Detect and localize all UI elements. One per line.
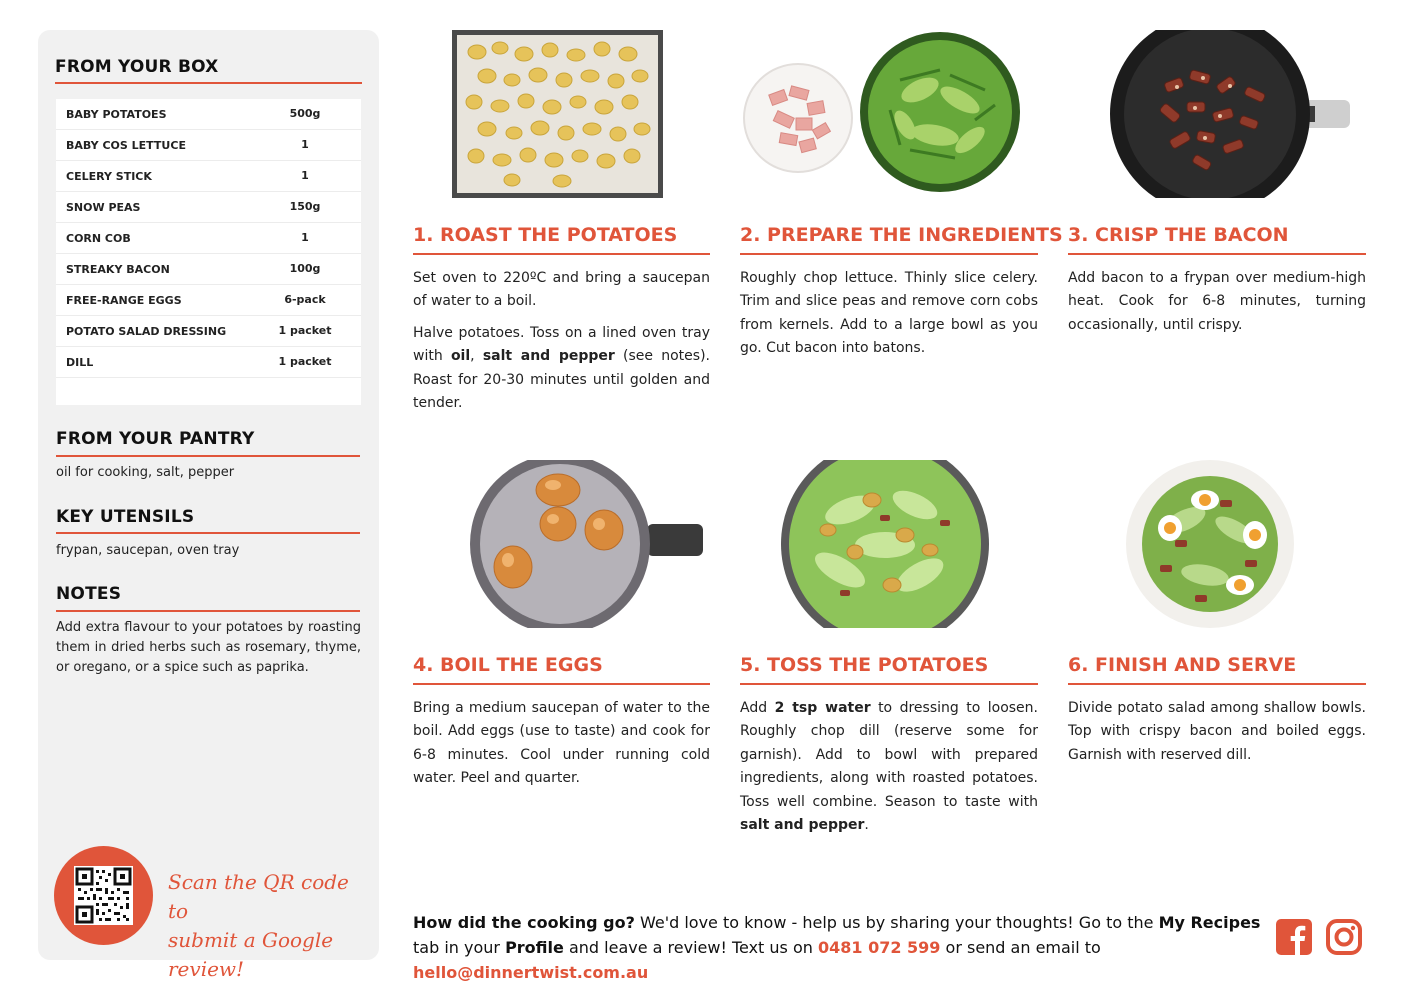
- from-your-pantry-title: FROM YOUR PANTRY: [56, 429, 255, 449]
- step-5-text: [740, 697, 1038, 837]
- divider: [1068, 253, 1366, 255]
- text: (see notes). Roast for 20-30 minutes until golden and tender.: [413, 348, 710, 412]
- ingredient-name: DILL: [66, 356, 94, 369]
- step-3-text: Add bacon to a frypan over medium-high heat. Cook for 6-8 minutes, turning occasionally, until crispy.: [1068, 270, 1366, 333]
- instagram-icon[interactable]: [1326, 919, 1362, 959]
- ingredient-name: POTATO SALAD DRESSING: [66, 325, 227, 338]
- ingredient-name: FREE-RANGE EGGS: [66, 294, 182, 307]
- text: tab in your: [413, 938, 506, 957]
- pantry-text: oil for cooking, salt, pepper: [56, 465, 235, 480]
- step-2-title: 2. PREPARE THE INGREDIENTS: [740, 224, 1063, 246]
- step-2-body: [740, 267, 1038, 369]
- step-4-title: 4. BOIL THE EGGS: [413, 654, 603, 676]
- ingredient-name: BABY POTATOES: [66, 108, 167, 121]
- ingredient-qty: 1: [301, 231, 309, 244]
- ingredient-name: BABY COS LETTUCE: [66, 139, 186, 152]
- footer-question: How did the cooking go?: [413, 913, 635, 932]
- text: and leave a review! Text us on: [563, 938, 818, 957]
- notes-title: NOTES: [56, 584, 122, 604]
- divider: [413, 253, 710, 255]
- step-4-text: Bring a medium saucepan of water to the boil. Add eggs (use to taste) and cook for 6-8 minutes. Cool under running cold water. Peel and quarter.: [413, 700, 710, 787]
- ingredient-row: [56, 316, 361, 347]
- step-2-text: Roughly chop lettuce. Thinly slice celery. Trim and slice peas and remove corn cobs from kernels. Add to a large bowl as you go. Cut bacon into batons.: [740, 270, 1038, 357]
- divider: [413, 683, 710, 685]
- ingredient-name: SNOW PEAS: [66, 201, 141, 214]
- step-6-title: 6. FINISH AND SERVE: [1068, 654, 1297, 676]
- facebook-icon[interactable]: [1276, 919, 1312, 959]
- notes-text: Add extra flavour to your potatoes by roasting them in dried herbs such as rosemary, thyme, or oregano, or a spice such as paprika.: [56, 620, 361, 675]
- ingredient-row: [56, 130, 361, 161]
- crisp-bacon-photo: [1105, 30, 1360, 202]
- ingredient-qty: 1 packet: [278, 324, 332, 337]
- ingredient-qty: 100g: [289, 262, 321, 275]
- from-your-box-title: FROM YOUR BOX: [55, 57, 219, 77]
- boil-eggs-photo: [465, 460, 705, 632]
- email-link[interactable]: hello@dinnertwist.com.au: [413, 963, 649, 982]
- step-1-body: [413, 267, 710, 423]
- step-1-title: 1. ROAST THE POTATOES: [413, 224, 678, 246]
- text: .: [864, 817, 869, 834]
- ingredients-table: [56, 99, 361, 405]
- ingredient-qty: 1 packet: [278, 355, 332, 368]
- ingredient-name: STREAKY BACON: [66, 263, 170, 276]
- bold-text: oil: [450, 348, 471, 365]
- key-utensils-title: KEY UTENSILS: [56, 507, 195, 527]
- bold-text: salt and pepper: [482, 348, 615, 365]
- divider: [55, 82, 362, 84]
- ingredient-qty: 1: [301, 169, 309, 182]
- divider: [56, 610, 360, 612]
- utensils-text: frypan, saucepan, oven tray: [56, 543, 240, 558]
- ingredient-name: CORN COB: [66, 232, 131, 245]
- step-5-title: 5. TOSS THE POTATOES: [740, 654, 989, 676]
- qr-caption-line2: submit a Google review!: [168, 928, 334, 981]
- text: ,: [470, 348, 483, 365]
- bold-text: 2 tsp water: [774, 700, 871, 716]
- step-1-text-1: Set oven to 220ºC and bring a saucepan of water to a boil.: [413, 270, 710, 310]
- qr-code-icon[interactable]: [74, 866, 133, 925]
- ingredient-row: [56, 192, 361, 223]
- finish-serve-photo: [1125, 460, 1295, 632]
- text: to dressing to loosen. Roughly chop dill (reserve some for garnish). Add to bowl with prepared ingredients, along with roasted potatoes. Toss well combine. Season to taste with: [740, 700, 1038, 810]
- text: or send an email to: [940, 938, 1101, 957]
- qr-badge: [54, 846, 153, 945]
- divider: [740, 253, 1038, 255]
- step-6-text: Divide potato salad among shallow bowls. Top with crispy bacon and boiled eggs. Garnish with reserved dill.: [1068, 700, 1366, 763]
- feedback-footer: [413, 910, 1263, 985]
- ingredient-row: [56, 347, 361, 378]
- step-5-body: [740, 697, 1038, 845]
- my-recipes-text: My Recipes: [1158, 913, 1261, 932]
- divider: [1068, 683, 1366, 685]
- ingredient-row: [56, 161, 361, 192]
- step-1-text-2: [413, 322, 710, 416]
- ingredient-name: CELERY STICK: [66, 170, 152, 183]
- text: We'd love to know - help us by sharing your thoughts! Go to the: [634, 913, 1159, 932]
- qr-review-caption: [168, 868, 368, 984]
- ingredient-row: [56, 99, 361, 130]
- text: Add: [740, 700, 775, 716]
- phone-link[interactable]: 0481 072 599: [817, 938, 941, 957]
- bold-text: salt and pepper: [740, 817, 865, 834]
- qr-caption-line1: Scan the QR code to: [168, 870, 349, 923]
- ingredient-row: [56, 254, 361, 285]
- text: Halve potatoes. Toss on a lined oven tray with: [413, 324, 710, 365]
- ingredient-row: [56, 285, 361, 316]
- step-3-title: 3. CRISP THE BACON: [1068, 224, 1289, 246]
- step-4-body: [413, 697, 710, 799]
- ingredient-qty: 6-pack: [284, 293, 326, 306]
- toss-potatoes-photo: [780, 460, 990, 632]
- ingredient-qty: 500g: [289, 107, 321, 120]
- step-6-body: [1068, 697, 1366, 775]
- ingredient-qty: 1: [301, 138, 309, 151]
- ingredient-qty: 150g: [289, 200, 321, 213]
- divider: [740, 683, 1038, 685]
- step-3-body: [1068, 267, 1366, 345]
- divider: [56, 455, 360, 457]
- prepared-ingredients-photo: [740, 30, 1025, 202]
- divider: [56, 532, 360, 534]
- roast-potatoes-photo: [452, 30, 663, 202]
- profile-text: Profile: [505, 938, 564, 957]
- ingredient-row: [56, 223, 361, 254]
